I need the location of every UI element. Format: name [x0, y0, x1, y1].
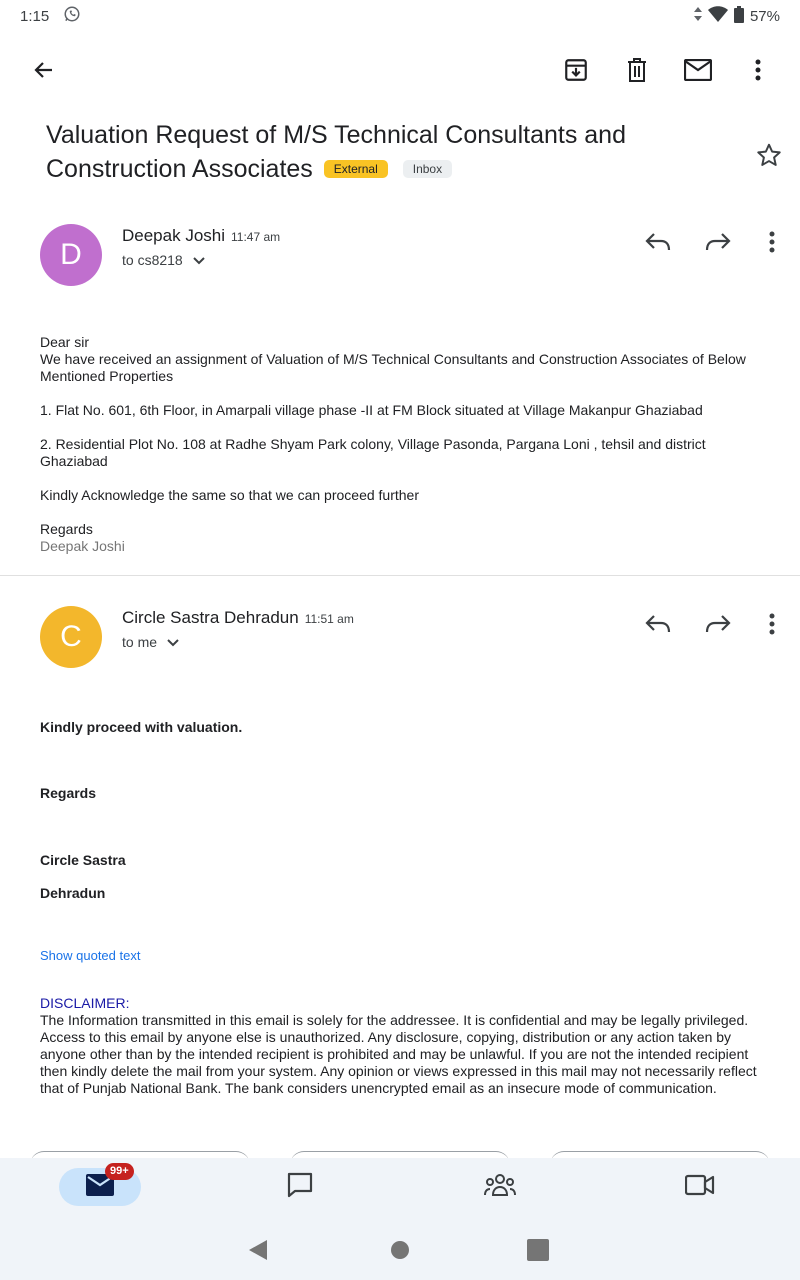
bottom-navigation: [0, 1158, 800, 1220]
message-header-1[interactable]: [0, 224, 800, 294]
whatsapp-icon: [63, 5, 81, 27]
message-time: 11:47 am: [231, 230, 281, 244]
data-arrows-icon: [694, 7, 702, 25]
forward-icon[interactable]: [700, 606, 736, 642]
nav-meet[interactable]: [659, 1168, 741, 1206]
message-body-1: [40, 334, 770, 555]
chevron-down-icon: [167, 634, 179, 650]
avatar[interactable]: [40, 224, 102, 286]
nav-spaces[interactable]: [459, 1168, 541, 1206]
chat-icon: [286, 1171, 314, 1204]
message-more-icon[interactable]: [754, 606, 790, 642]
recipient-toggle[interactable]: [122, 634, 179, 650]
message-divider: [0, 575, 800, 576]
sender-line: [122, 226, 280, 246]
recipient-toggle[interactable]: [122, 252, 205, 268]
body-regards: Regards: [40, 785, 97, 801]
message-more-icon[interactable]: [754, 224, 790, 260]
show-quoted-text-link[interactable]: Show quoted text: [40, 948, 141, 963]
subject-title: Valuation Request of M/S Technical Consultants and Construction Associates: [46, 121, 626, 183]
nav-chat[interactable]: [259, 1168, 341, 1206]
top-app-bar: [0, 40, 800, 100]
delete-icon[interactable]: [617, 50, 657, 90]
nav-mail[interactable]: [59, 1165, 141, 1206]
system-navigation-bar: [0, 1220, 800, 1280]
disclaimer: [40, 995, 770, 1097]
body-line: Kindly proceed with valuation.: [40, 719, 243, 735]
recipient-text: to me: [122, 634, 158, 650]
battery-percent: 57%: [749, 7, 780, 25]
reply-icon[interactable]: [640, 224, 676, 260]
body-closing: Kindly Acknowledge the same so that we can proceed further: [40, 487, 419, 503]
body-signature: Deepak Joshi: [40, 538, 125, 554]
message-header-2[interactable]: [0, 606, 800, 676]
label-inbox[interactable]: Inbox: [403, 160, 452, 178]
sender-name: Circle Sastra Dehradun: [122, 608, 299, 627]
forward-icon[interactable]: [700, 224, 736, 260]
body-greeting: Dear sir: [40, 334, 90, 350]
reply-icon[interactable]: [640, 606, 676, 642]
avatar-letter: C: [60, 620, 82, 653]
battery-icon: [734, 6, 744, 27]
recipient-text: to cs8218: [122, 252, 183, 268]
email-subject: [46, 118, 736, 186]
more-vert-icon[interactable]: [738, 50, 778, 90]
body-paragraph: We have received an assignment of Valuation of M/S Technical Consultants and Construction Associates of Below Mentioned Properties: [40, 351, 746, 384]
label-external[interactable]: External: [324, 160, 388, 178]
disclaimer-text: The Information transmitted in this email is solely for the addressee. It is confidential and may be legally privileged. Access to this email by anyone else is unauthorized. Any disclosure, copying, distribution or any action taken by anyone other than by the intended recipient is prohibited and may be unlawful. If you are not the intended recipient then kindly delete the mail from your system. Any opinion or views expressed in this mail may not necessarily reflect that of Punjab National Bank. The bank considers unencrypted email as an insecure mode of communication.: [40, 1012, 757, 1096]
wifi-icon: [708, 6, 728, 26]
home-circle-icon[interactable]: [388, 1238, 412, 1262]
people-icon: [484, 1173, 516, 1202]
sender-line: [122, 608, 354, 628]
status-bar: [0, 0, 800, 32]
video-camera-icon: [685, 1174, 715, 1201]
disclaimer-heading: DISCLAIMER:: [40, 995, 130, 1011]
body-item-2: 2. Residential Plot No. 108 at Radhe Shyam Park colony, Village Pasonda, Pargana Loni , tehsil and district Ghaziabad: [40, 436, 706, 469]
body-item-1: 1. Flat No. 601, 6th Floor, in Amarpali village phase -II at FM Block situated at Village Makanpur Ghaziabad: [40, 402, 703, 418]
mark-unread-icon[interactable]: [678, 50, 718, 90]
archive-icon[interactable]: [556, 50, 596, 90]
recents-square-icon[interactable]: [526, 1238, 550, 1262]
chevron-down-icon: [193, 252, 205, 268]
back-triangle-icon[interactable]: [246, 1238, 270, 1262]
avatar[interactable]: [40, 606, 102, 668]
avatar-letter: D: [60, 238, 82, 271]
body-signature-2: Dehradun: [40, 885, 106, 901]
status-time: 1:15: [20, 7, 50, 25]
message-time: 11:51 am: [304, 612, 354, 626]
star-icon[interactable]: [752, 138, 786, 172]
back-arrow-icon[interactable]: [24, 50, 64, 90]
body-signature-1: Circle Sastra: [40, 852, 126, 868]
unread-count-badge: 99+: [105, 1163, 134, 1180]
body-regards: Regards: [40, 521, 93, 537]
sender-name: Deepak Joshi: [122, 226, 226, 245]
